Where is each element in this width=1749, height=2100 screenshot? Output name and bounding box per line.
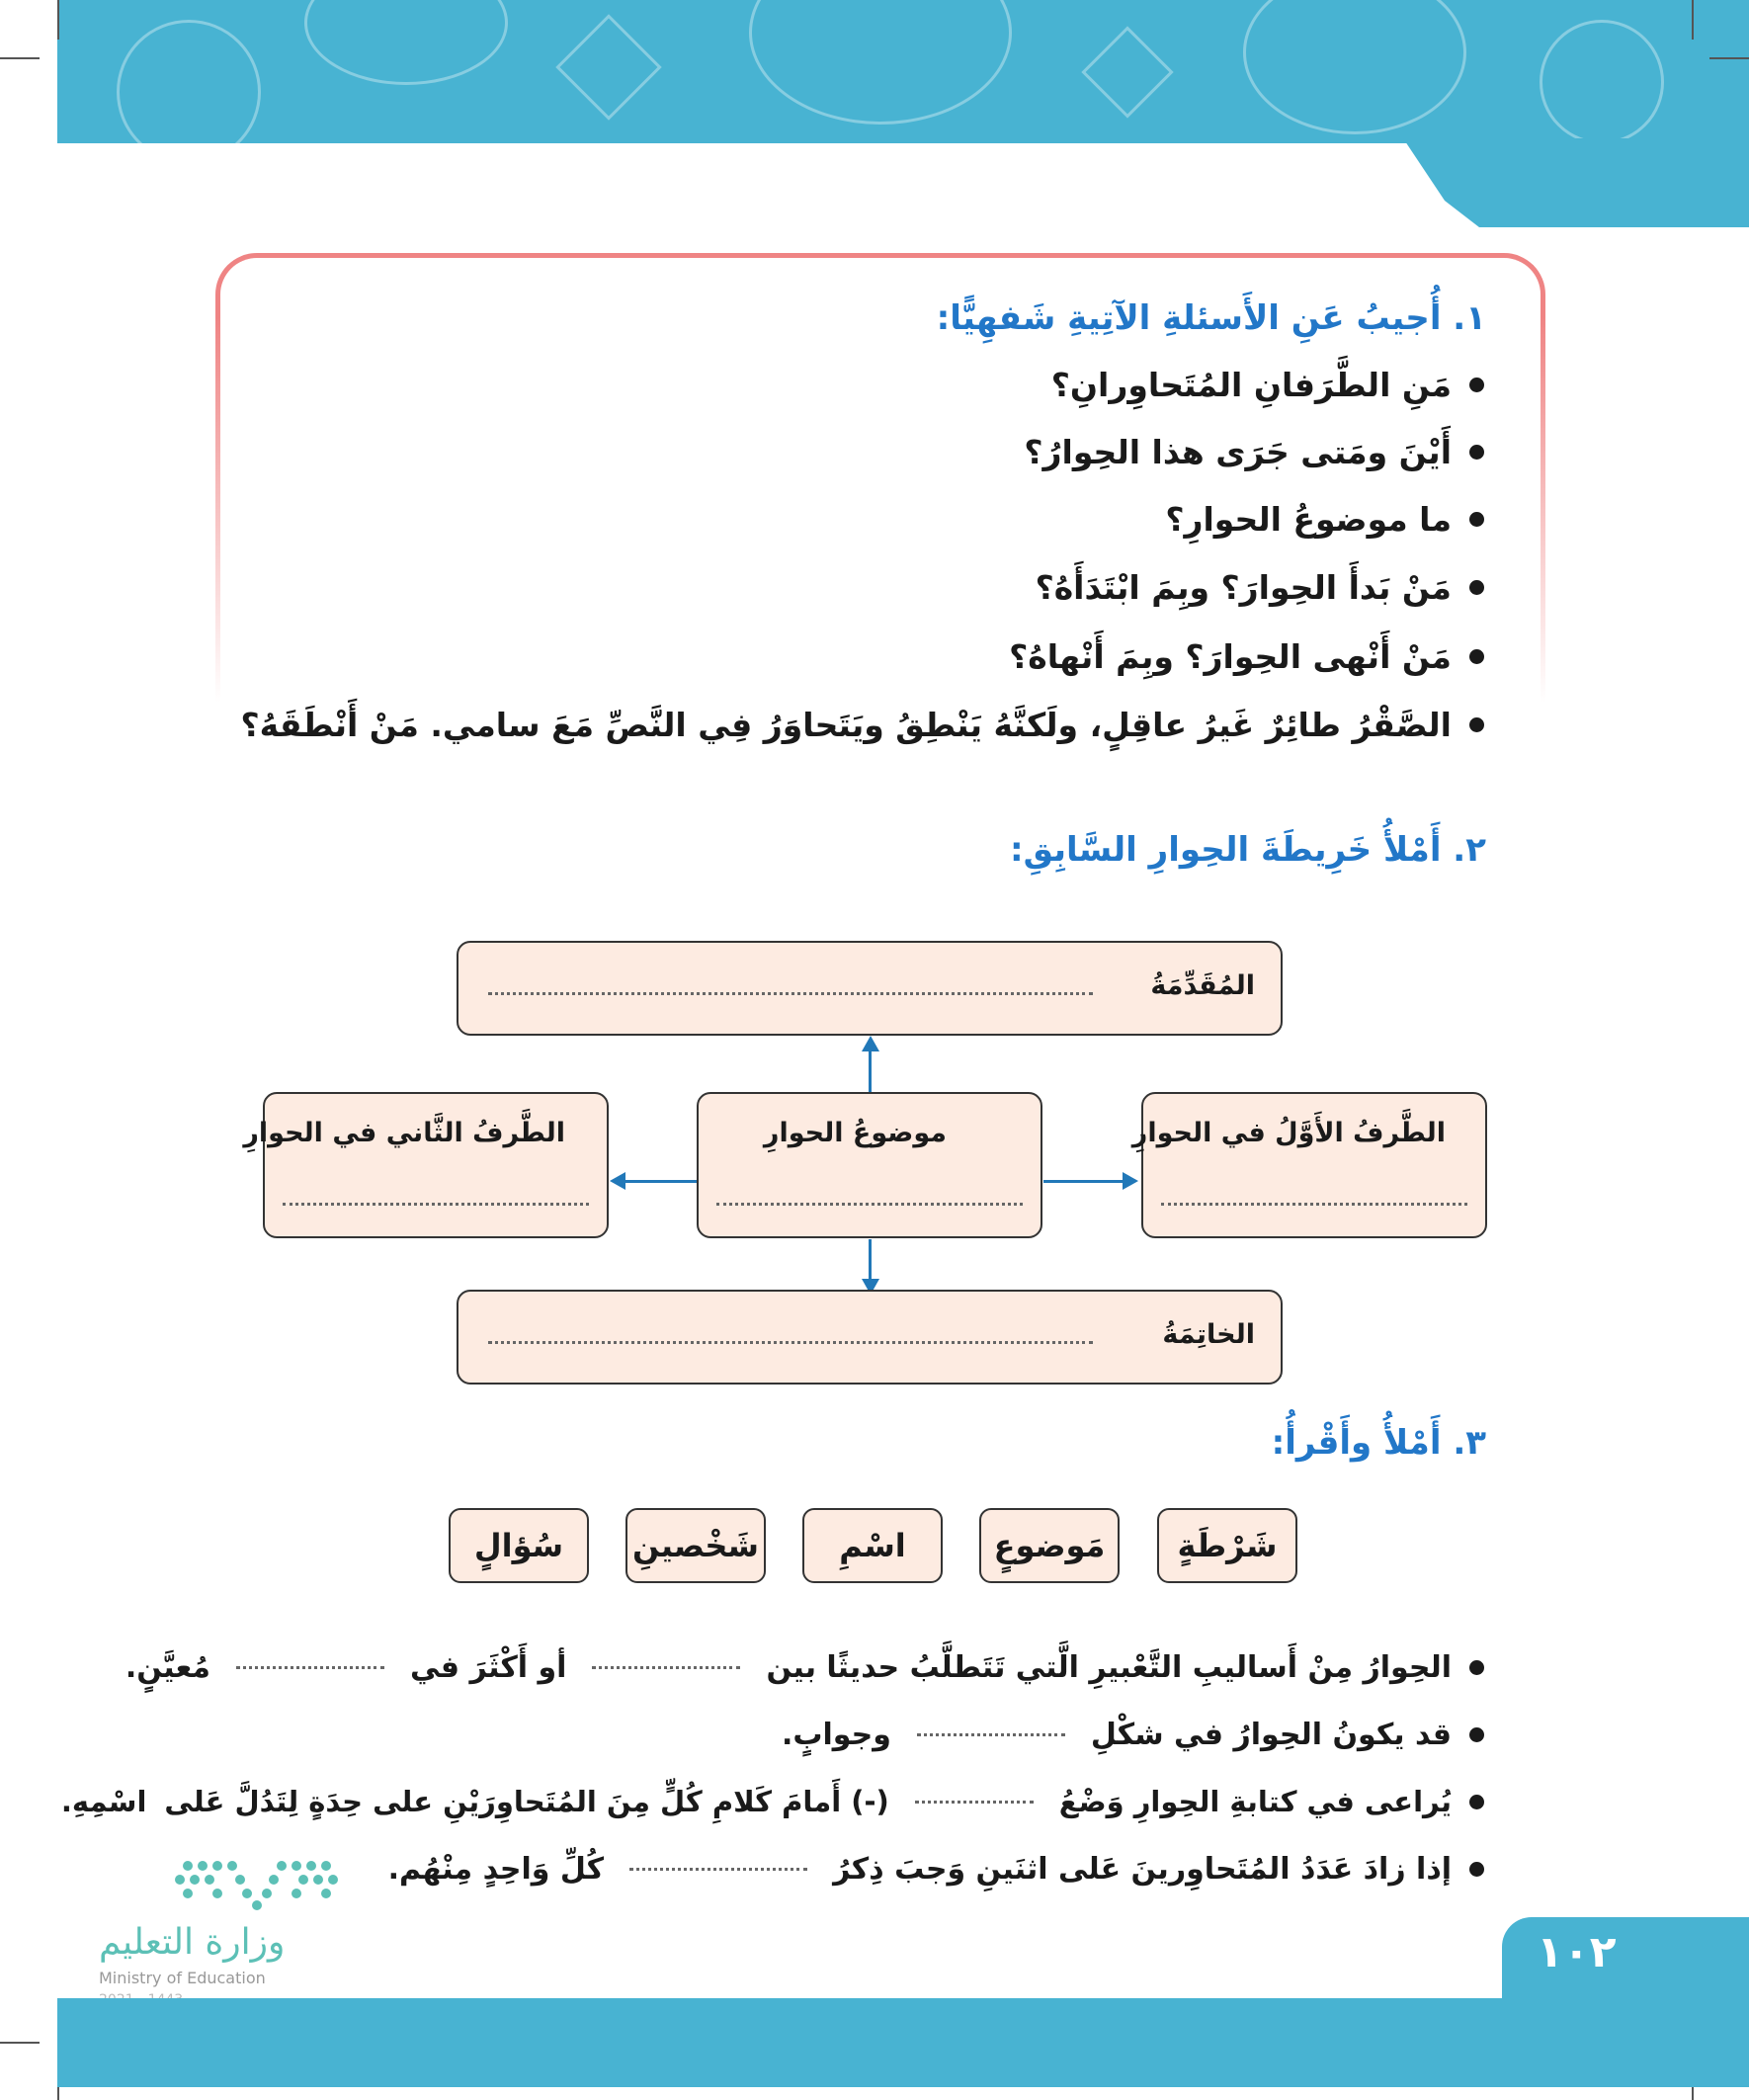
intro-label: المُقَدِّمَةُ xyxy=(1150,970,1255,1001)
party1-fill-line xyxy=(1161,1203,1467,1206)
bullet-icon xyxy=(1469,649,1484,664)
decor-circle xyxy=(117,20,261,143)
question-item: مَنِ الطَّرَفانِ المُتَحاوِرانِ؟ xyxy=(1051,366,1484,404)
party2-fill-line xyxy=(283,1203,589,1206)
arrow-right xyxy=(1043,1180,1124,1183)
arrow-up xyxy=(869,1046,872,1093)
decor-circle xyxy=(304,0,508,85)
question-item: الصَّقْرُ طائِرٌ غَيرُ عاقِلٍ، ولَكنَّهُ يَنْطِقُ ويَتَحاوَرُ فِي النَّصِّ مَعَ سامي. مَنْ أَنْطَقَهُ؟ xyxy=(241,706,1484,744)
decor-circle xyxy=(1243,0,1466,134)
question-item: أَيْنَ ومَتى جَرَى هذا الحِوارُ؟ xyxy=(1024,433,1484,471)
decor-circle xyxy=(1540,20,1664,143)
word-tile[interactable]: شَخْصينِ xyxy=(625,1508,766,1583)
section1-title: ١. أُجيبُ عَنِ الأَسئلةِ الآتِيةِ شَفهِيًّا: xyxy=(936,298,1486,338)
arrow-down xyxy=(869,1239,872,1281)
decor-diamond xyxy=(555,14,661,120)
section2-title: ٢. أَمْلأُ خَرِيطَةَ الحِوارِ السَّابِقِ: xyxy=(1010,830,1486,870)
sentence-item: إذا زادَ عَدَدُ المُتَحاوِرينَ عَلى اثنَينِ وَجبَ ذِكرُ كُلِّ وَاحِدٍ مِنْهُم. xyxy=(371,1852,1484,1887)
header-tab xyxy=(1403,138,1749,227)
crop-mark xyxy=(57,0,59,40)
topic-box[interactable] xyxy=(697,1092,1042,1238)
ministry-name-ar: وزارة التعليم xyxy=(99,1922,286,1963)
bullet-icon xyxy=(1469,1795,1484,1809)
blank-field[interactable] xyxy=(915,1801,1034,1804)
intro-fill-line xyxy=(488,992,1093,995)
topic-fill-line xyxy=(716,1203,1023,1206)
bullet-icon xyxy=(1469,378,1484,392)
crop-mark xyxy=(0,2042,40,2044)
party1-box[interactable] xyxy=(1131,1092,1487,1238)
header-banner xyxy=(57,0,1749,143)
arrow-up-head xyxy=(862,1036,879,1051)
blank-field[interactable] xyxy=(629,1868,807,1871)
crop-mark xyxy=(0,57,40,59)
word-tile[interactable]: سُؤالٍ xyxy=(449,1508,589,1583)
crop-mark xyxy=(1692,0,1694,40)
bullet-icon xyxy=(1469,717,1484,732)
party2-box[interactable] xyxy=(243,1092,609,1238)
question-item: مَنْ أَنْهى الحِوارَ؟ وبِمَ أَنْهاهُ؟ xyxy=(1009,637,1484,676)
question-item: مَنْ بَدأَ الحِوارَ؟ وبِمَ ابْتَدَأَهُ؟ xyxy=(1036,568,1484,607)
topic-label: موضوعُ الحوارِ xyxy=(763,1118,947,1148)
ministry-name-en: Ministry of Education xyxy=(99,1969,266,1987)
conclusion-box[interactable] xyxy=(457,1290,1283,1385)
arrow-left xyxy=(625,1180,697,1183)
decor-circle xyxy=(749,0,1012,125)
sentence-item: قد يكونُ الحِوارُ في شكْلِ وجوابٍ. xyxy=(764,1718,1484,1752)
bullet-icon xyxy=(1469,1660,1484,1675)
arrow-right-head xyxy=(1123,1172,1138,1190)
section3-title: ٣. أَمْلأُ وأَقْرأُ: xyxy=(1271,1423,1486,1463)
word-tile[interactable]: شَرْطَةٍ xyxy=(1157,1508,1297,1583)
conclusion-label: الخاتِمَةُ xyxy=(1162,1319,1255,1350)
party1-label: الطَّرفُ الأَوَّلُ في الحوارِ xyxy=(1131,1118,1446,1148)
page-number: ١٠٢ xyxy=(1537,1927,1617,1977)
bullet-icon xyxy=(1469,512,1484,527)
blank-field[interactable] xyxy=(592,1666,740,1669)
bullet-icon xyxy=(1469,1862,1484,1877)
sentence-item: يُراعى في كتابةِ الحِوارِ وَضْعُ (-) أَمامَ كَلامِ كُلٍّ مِنَ المُتَحاوِرَيْنِ على حِدَةٍ لِتَدُلَّ عَلى اسْمِهِ. xyxy=(61,1785,1484,1818)
bullet-icon xyxy=(1469,445,1484,460)
word-tile[interactable]: اسْمِ xyxy=(802,1508,943,1583)
footer-banner xyxy=(57,1998,1749,2087)
blank-field[interactable] xyxy=(236,1666,384,1669)
blank-field[interactable] xyxy=(917,1733,1065,1736)
bullet-icon xyxy=(1469,580,1484,595)
conclusion-fill-line xyxy=(488,1341,1093,1344)
question-item: ما موضوعُ الحوارِ؟ xyxy=(1165,500,1484,539)
crop-mark xyxy=(1709,57,1749,59)
intro-box[interactable] xyxy=(457,941,1283,1036)
party2-label: الطَّرفُ الثَّاني في الحوارِ xyxy=(243,1118,565,1148)
word-tile[interactable]: مَوضوعٍ xyxy=(979,1508,1120,1583)
arrow-left-head xyxy=(610,1172,625,1190)
bullet-icon xyxy=(1469,1727,1484,1742)
decor-diamond xyxy=(1081,26,1173,118)
sentence-item: الحِوارُ مِنْ أَساليبِ التَّعْبيرِ الَّتي تَتَطلَّبُ حديثًا بين أو أَكْثَرَ في مُعيَّنٍ. xyxy=(125,1650,1484,1685)
